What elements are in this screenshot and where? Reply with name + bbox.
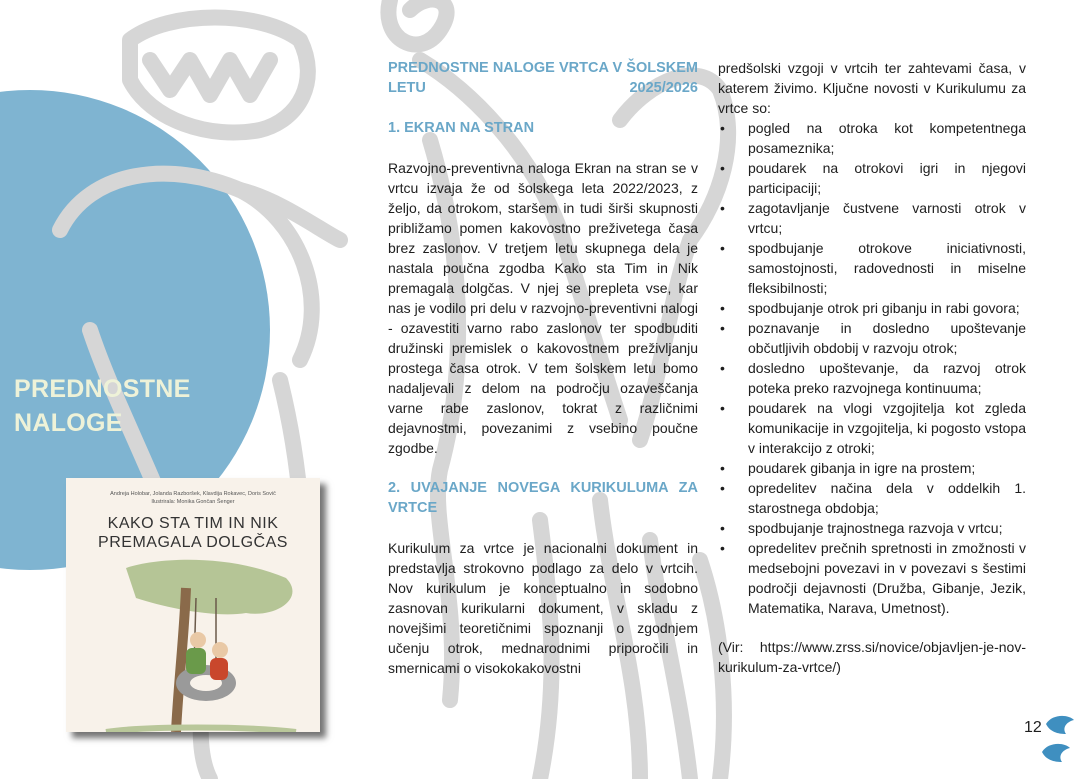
book-cover	[66, 478, 320, 732]
article-main-title: PREDNOSTNE NALOGE VRTCA V ŠOLSKEM LETU 2025/2026	[388, 60, 698, 96]
list-item: • poznavanje in dosledno upoštevanje občutljivih obdobij v razvoju otrok;	[718, 318, 1026, 358]
book-title-line2: PREMAGALA DOLGČAS	[98, 534, 288, 551]
sidebar-title	[14, 372, 191, 440]
list-item: • pogled na otroka kot kompetentnega posameznika;	[718, 118, 1026, 158]
page-number: 12	[1024, 719, 1042, 736]
article-column-left	[388, 58, 698, 678]
fish-icon	[1040, 712, 1076, 766]
doodle-top-loop	[388, 0, 446, 44]
section2-text: Kurikulum za vrtce je nacionalni dokument in predstavlja strokovno podlago za delo v vrtcih. Nov kurikulum je konceptualno in sodobno zasnovan kurikularni dokument, v skladu z novejšimi teoretičnimi spoznanji o zgodnjem učenju otrok, mednarodnimi priporočili in smernicami o visokokakovostni	[388, 540, 698, 676]
book-authors-text: Andreja Holobar, Jolanda Razboršek, Klavdija Rokavec, Doris Sovič	[110, 491, 276, 497]
sidebar-title-line2: NALOGE	[14, 409, 123, 437]
list-item: • zagotavljanje čustvene varnosti otrok v vrtcu;	[718, 198, 1026, 238]
book-illustrator-text: Ilustrirala: Monika Gončan Šenger	[151, 499, 235, 505]
sidebar-title-line1: PREDNOSTNE	[14, 375, 191, 403]
doodle-teeth	[150, 60, 270, 95]
list-item: • spodbujanje otrokove iniciativnosti, samostojnosti, radovednosti in miselne fleksibilnosti;	[718, 238, 1026, 298]
list-item: • poudarek na vlogi vzgojitelja kot zgleda komunikacije in vzgojitelja, ki pogosto vstopa v interakcijo z otroki;	[718, 398, 1026, 458]
section1-title: 1. EKRAN NA STRAN	[388, 120, 535, 136]
book-title-line1: KAKO STA TIM IN NIK	[107, 515, 279, 532]
article-column-right	[718, 58, 1026, 677]
section1-text: Razvojno-preventivna naloga Ekran na stran se v vrtcu izvaja že od šolskega leta 2022/2023, z željo, da otrokom, staršem in tudi širši skupnosti približamo pomen kakovostno preživetega časa brez zaslonov. V tretjem letu skupnega dela je nastala poučna zgodba Kako sta Tim in Nik premagala dolgčas. V njej se prepleta vse, kar nas je vodilo pri delu v razvojno-preventivni nalogi - ozavestiti varno rabo zaslonov ter spodbuditi družinski premislek o kakovostnem preživljanju prostega časa otrok. V tem šolskem letu bomo nadaljevali z delom na področju ozaveščanja varne rabe zaslonov, tokrat z različnimi dejavnostmi, povezanimi z vsebino poučne zgodbe.	[388, 160, 698, 456]
list-item: • opredelitev prečnih spretnosti in zmožnosti v medsebojni povezavi in v povezavi s šestimi področji dejavnosti (Družba, Gibanje, Jezik, Matematika, Narava, Umetnost).	[718, 538, 1026, 618]
section2-title: 2. UVAJANJE NOVEGA KURIKULUMA ZA VRTCE	[388, 480, 698, 516]
source-citation: (Vir: https://www.zrss.si/novice/objavljen-je-nov-kurikulum-za-vrtce/)	[718, 639, 1026, 675]
list-item: • spodbujanje trajnostnega razvoja v vrtcu;	[718, 518, 1026, 538]
book-title	[66, 514, 320, 552]
list-item: • poudarek gibanja in igre na prostem;	[718, 458, 1026, 478]
novelties-list	[718, 118, 1026, 618]
list-item: • poudarek na otrokovi igri in njegovi participaciji;	[718, 158, 1026, 198]
list-item: • opredelitev načina dela v oddelkih 1. starostnega obdobja;	[718, 478, 1026, 518]
col2-intro: predšolski vzgoji v vrtcih ter zahtevami časa, v katerem živimo. Ključne novosti v Kurikulumu za vrtce so:	[718, 60, 1026, 116]
book-cover-illustration	[66, 558, 320, 732]
list-item: • dosledno upoštevanje, da razvoj otrok poteka preko razvojnega kontinuuma;	[718, 358, 1026, 398]
book-authors	[66, 490, 320, 506]
list-item: • spodbujanje otrok pri gibanju in rabi govora;	[718, 298, 1026, 318]
